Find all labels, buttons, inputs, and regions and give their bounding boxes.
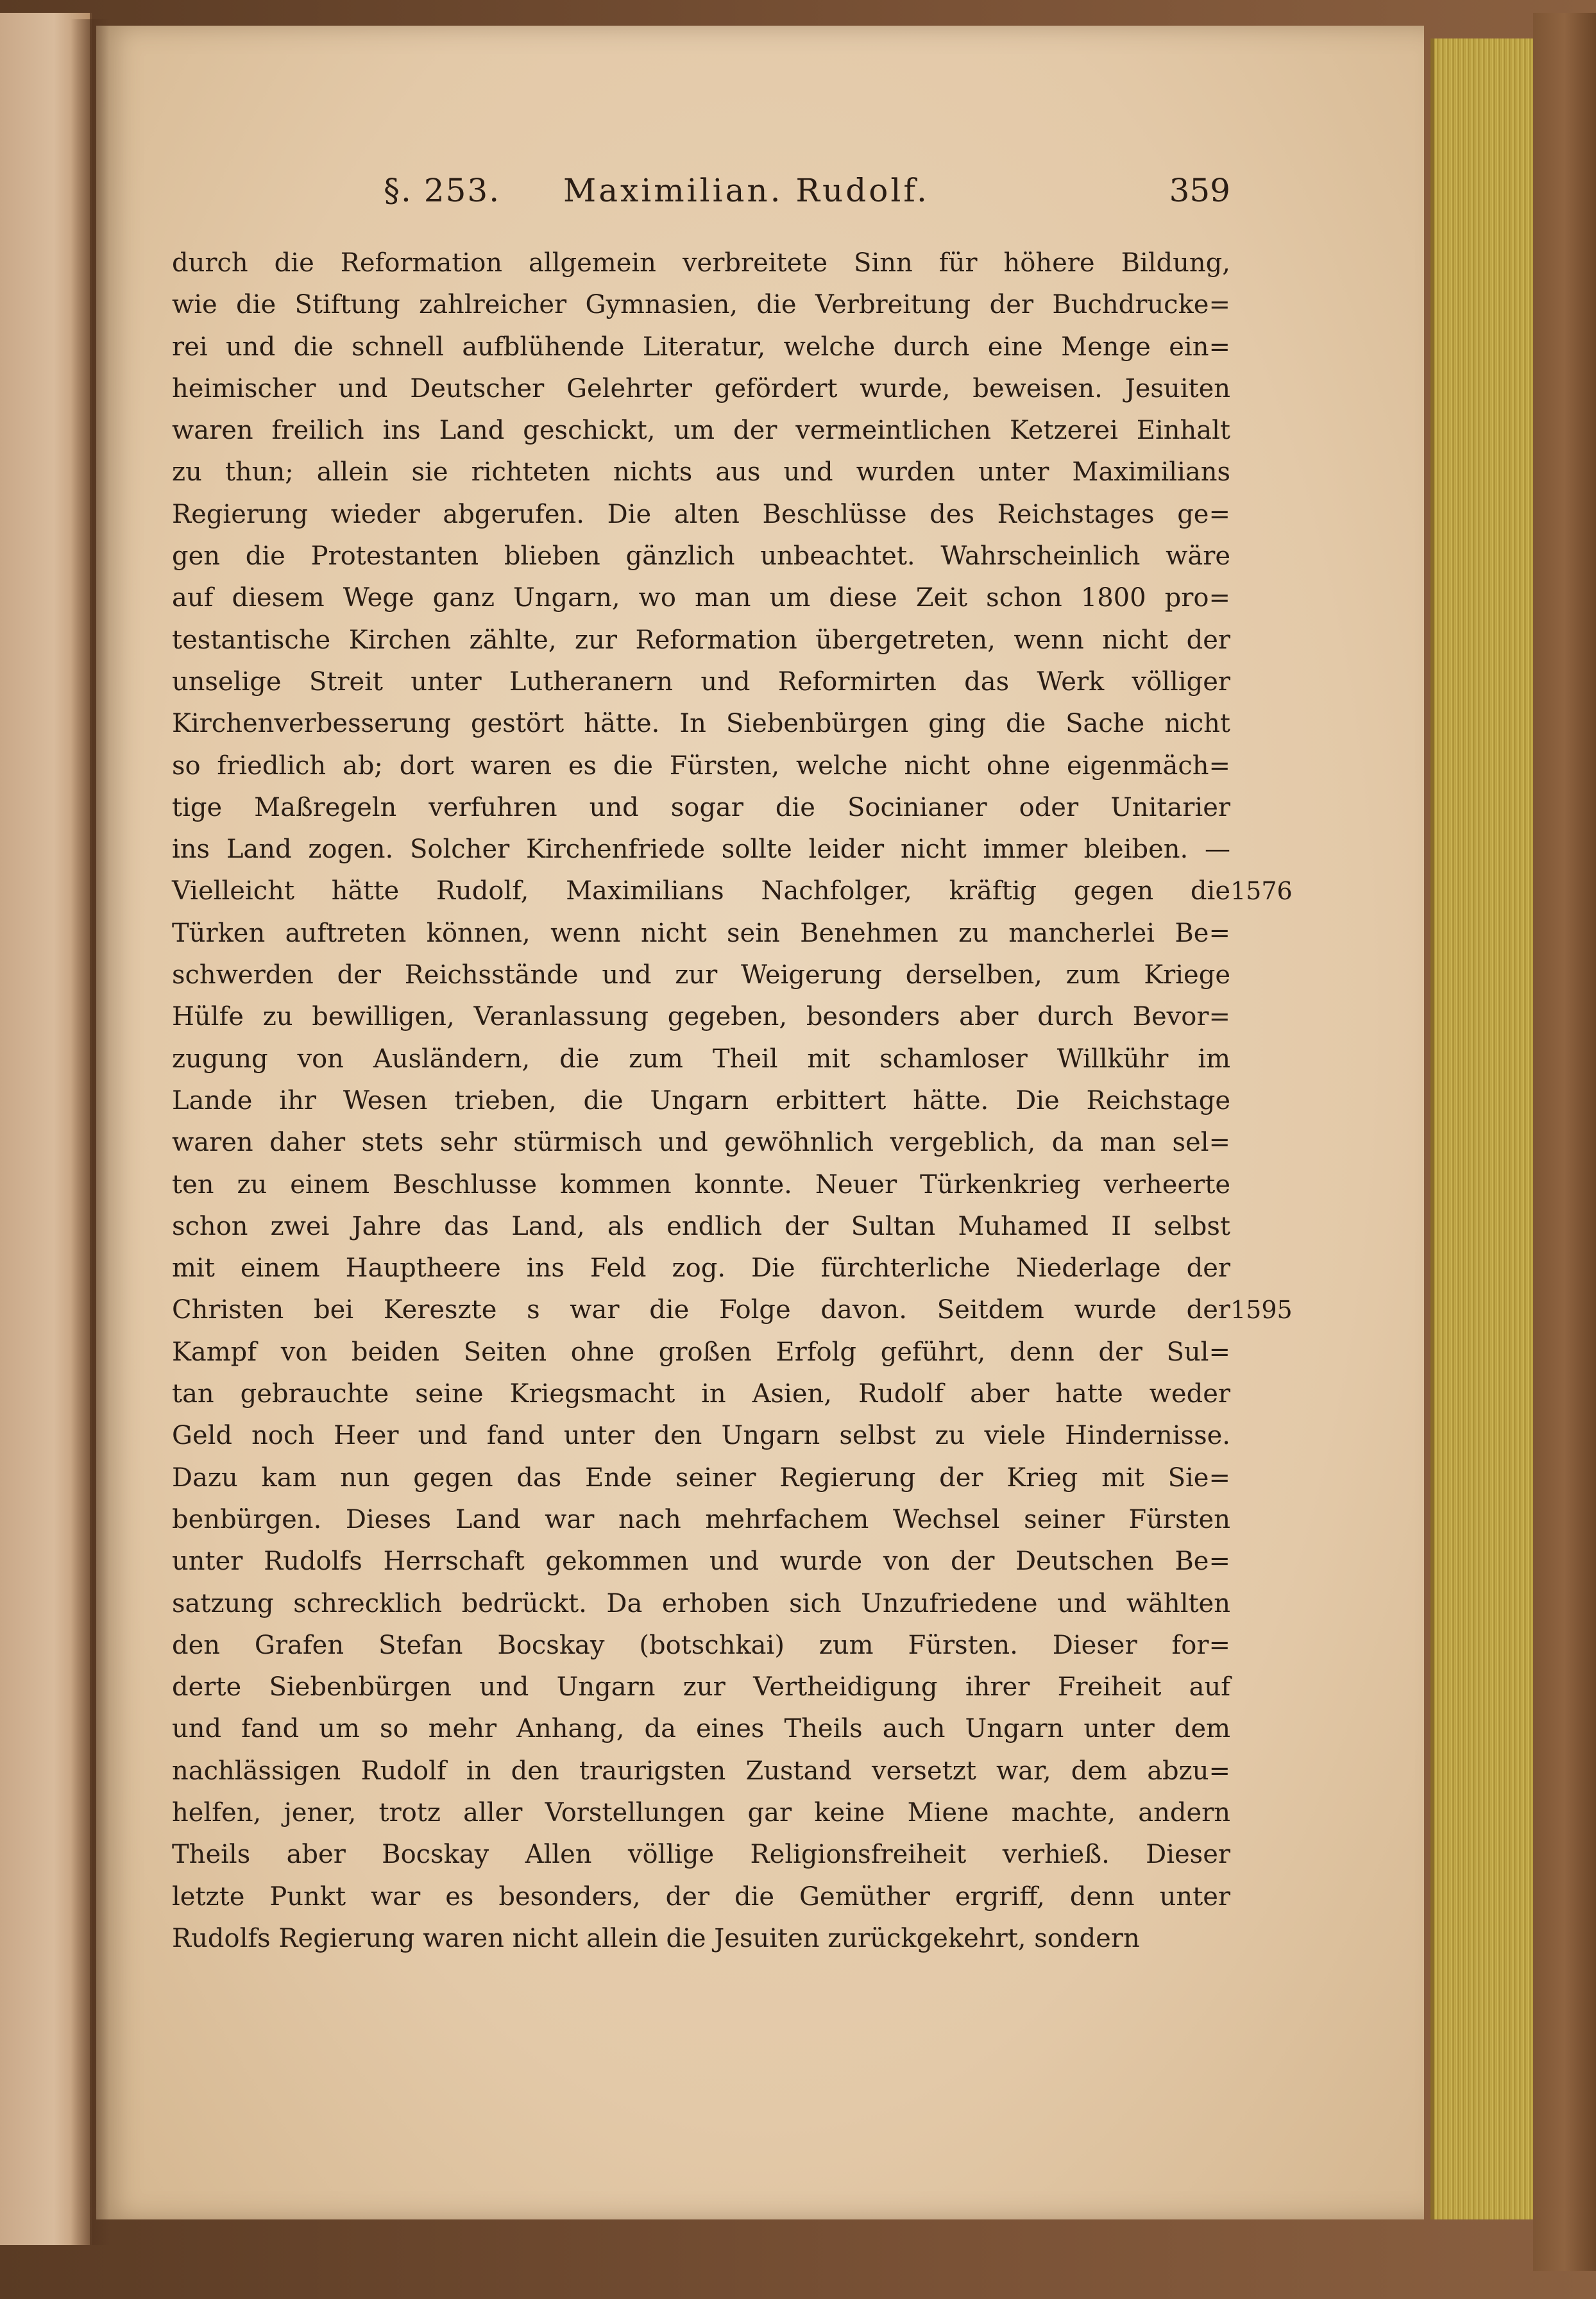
text-line: gen die Protestanten blieben gänzlich unbeachtet. Wahrscheinlich wäre [172,541,1230,572]
text-line: Hülfe zu bewilligen, Veranlassung gegeben, besonders aber durch Bevor= [172,1002,1230,1032]
text-line: schon zwei Jahre das Land, als endlich der Sultan Muhamed II selbst [172,1211,1230,1241]
text-line: Regierung wieder abgerufen. Die alten Beschlüsse des Reichstages ge= [172,499,1230,529]
text-line: nachlässigen Rudolf in den traurigsten Zustand versetzt war, dem abzu= [172,1756,1230,1786]
text-line: ins Land zogen. Solcher Kirchenfriede sollte leider nicht immer bleiben. — [172,835,1230,865]
text-line: unter Rudolfs Herrschaft gekommen und wurde von der Deutschen Be= [172,1547,1230,1577]
text-line: und fand um so mehr Anhang, da eines Theils auch Ungarn unter dem [172,1714,1230,1744]
text-line: Kirchenverbesserung gestört hätte. In Siebenbürgen ging die Sache nicht [172,709,1230,739]
section-number: §. 253. [384,172,501,209]
running-title: Maximilian. Rudolf. [563,172,930,209]
text-line: Dazu kam nun gegen das Ende seiner Regierung der Krieg mit Sie= [172,1463,1230,1493]
page-number: 359 [1169,172,1230,209]
text-line: tige Maßregeln verfuhren und sogar die Socinianer oder Unitarier [172,792,1230,822]
text-line: heimischer und Deutscher Gelehrter gefördert wurde, beweisen. Jesuiten [172,373,1230,403]
text-line: derte Siebenbürgen und Ungarn zur Vertheidigung ihrer Freiheit auf [172,1672,1230,1702]
text-line: schwerden der Reichsstände und zur Weigerung derselben, zum Kriege [172,960,1230,990]
page-gutter-shadow [71,19,109,2245]
text-line: wie die Stiftung zahlreicher Gymnasien, die Verbreitung der Buchdrucke= [172,290,1230,320]
text-line: Theils aber Bocskay Allen völlige Religionsfreiheit verhieß. Dieser [172,1840,1230,1870]
text-line: Christen bei Kereszte s war die Folge davon. Seitdem wurde der [172,1295,1230,1325]
text-line: Kampf von beiden Seiten ohne großen Erfolg geführt, denn der Sul= [172,1337,1230,1367]
text-line: ten zu einem Beschlusse kommen konnte. Neuer Türkenkrieg verheerte [172,1169,1230,1200]
running-head [172,172,1230,223]
text-line: rei und die schnell aufblühende Literatur, welche durch eine Menge ein= [172,332,1230,362]
text-line: durch die Reformation allgemein verbreitete Sinn für höhere Bildung, [172,248,1230,278]
text-line: testantische Kirchen zählte, zur Reformation übergetreten, wenn nicht der [172,625,1230,655]
text-line: waren daher stets sehr stürmisch und gewöhnlich vergeblich, da man sel= [172,1128,1230,1158]
body-text [172,242,1230,1960]
text-line: letzte Punkt war es besonders, der die Gemüther ergriff, denn unter [172,1881,1230,1912]
text-line: helfen, jener, trotz aller Vorstellungen gar keine Miene machte, andern [172,1797,1230,1828]
text-line: Türken auftreten können, wenn nicht sein Benehmen zu mancherlei Be= [172,918,1230,948]
text-line: auf diesem Wege ganz Ungarn, wo man um diese Zeit schon 1800 pro= [172,583,1230,613]
text-line: so friedlich ab; dort waren es die Fürsten, welche nicht ohne eigenmäch= [172,751,1230,781]
margin-year-1576: 1576 [1230,877,1293,905]
text-line: Lande ihr Wesen trieben, die Ungarn erbittert hätte. Die Reichstage [172,1085,1230,1116]
text-line: unselige Streit unter Lutheranern und Reformirten das Werk völliger [172,666,1230,697]
text-line: benbürgen. Dieses Land war nach mehrfachem Wechsel seiner Fürsten [172,1504,1230,1534]
text-line: zu thun; allein sie richteten nichts aus und wurden unter Maximilians [172,457,1230,488]
text-line: waren freilich ins Land geschickt, um der vermeintlichen Ketzerei Einhalt [172,416,1230,446]
text-line: Rudolfs Regierung waren nicht allein die Jesuiten zurückgekehrt, sondern [172,1923,1140,1953]
book-cover-edge [1533,13,1596,2271]
margin-year-1595: 1595 [1230,1296,1293,1324]
text-line: mit einem Hauptheere ins Feld zog. Die fürchterliche Niederlage der [172,1253,1230,1284]
text-line: tan gebrauchte seine Kriegsmacht in Asien, Rudolf aber hatte weder [172,1379,1230,1409]
text-line: den Grafen Stefan Bocskay (botschkai) zum Fürsten. Dieser for= [172,1630,1230,1660]
text-line: zugung von Ausländern, die zum Theil mit schamloser Willkühr im [172,1044,1230,1074]
text-line: satzung schrecklich bedrückt. Da erhoben sich Unzufriedene und wählten [172,1588,1230,1618]
text-line: Vielleicht hätte Rudolf, Maximilians Nachfolger, kräftig gegen die [172,876,1230,906]
gilt-page-edges [1430,38,1537,2219]
text-line: Geld noch Heer und fand unter den Ungarn selbst zu viele Hindernisse. [172,1421,1230,1451]
